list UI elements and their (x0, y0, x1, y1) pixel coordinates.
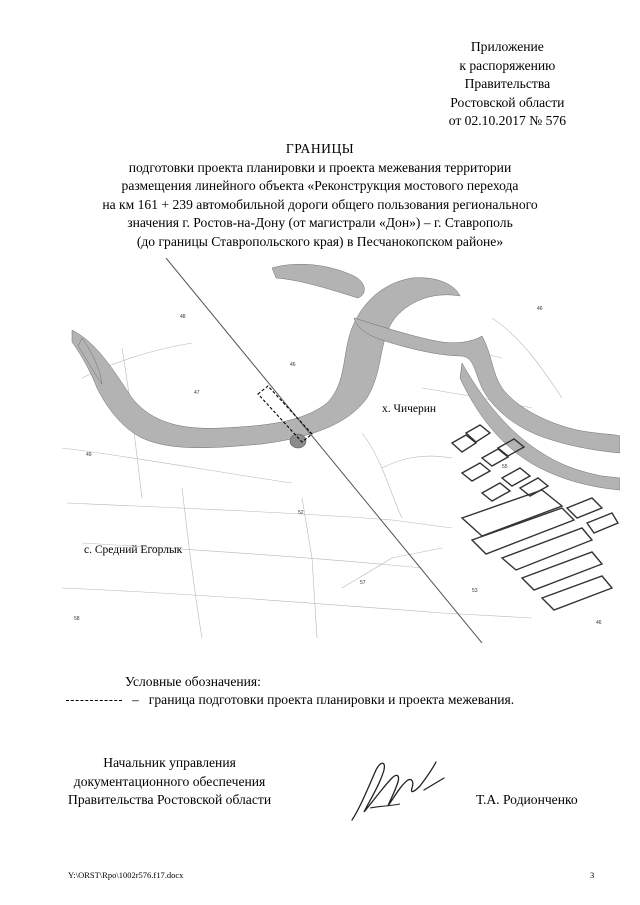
legend-title: Условные обозначения: (125, 674, 261, 689)
parcel-number: 53 (472, 588, 478, 594)
title-line: (до границы Ставропольского края) в Песчанокопском районе» (136, 233, 504, 249)
signatory-line: Начальник управления (103, 755, 236, 770)
title-line: подготовки проекта планировки и проекта межевания территории (128, 159, 512, 175)
parcel-number: 49 (86, 452, 92, 458)
dashed-line-symbol (66, 700, 122, 701)
footer-file-path: Y:\ORST\Rpo\1002r576.f17.docx (68, 870, 184, 880)
signatory-position (68, 754, 271, 810)
river (72, 264, 620, 490)
title-heading: ГРАНИЦЫ (285, 141, 355, 156)
appendix-line: Ростовской области (450, 94, 565, 110)
parcel-number: 58 (74, 616, 80, 622)
title-line: размещения линейного объекта «Реконструкция мостового перехода (121, 178, 519, 194)
legend-dash: – (132, 692, 139, 707)
legend-item (66, 692, 514, 708)
signatory-line: Правительства Ростовской области (68, 792, 272, 807)
appendix-line: Приложение (470, 39, 544, 54)
handwritten-signature (340, 748, 450, 828)
parcel-number: 57 (360, 580, 366, 586)
signatory-line: документационного обеспечения (73, 773, 266, 789)
appendix-date-line: от 02.10.2017 № 576 (448, 113, 566, 128)
boundary-map (62, 258, 620, 643)
parcel-number: 55 (502, 464, 508, 470)
document-title (0, 140, 640, 252)
parcel-number: 48 (180, 314, 186, 320)
title-line: на км 161 + 239 автомобильной дороги общего пользования регионального (102, 196, 538, 212)
title-line: значения г. Ростов-на-Дону (от магистрали «Дон») – г. Ставрополь (127, 215, 513, 231)
appendix-line: к распоряжению (459, 57, 556, 73)
appendix-line: Правительства (464, 76, 551, 91)
page-number: 3 (590, 870, 595, 880)
pond (290, 434, 306, 448)
parcel-number: 47 (194, 390, 200, 396)
label-chicherin: х. Чичерин (382, 403, 437, 415)
legend-item-text: граница подготовки проекта планировки и проекта межевания. (148, 692, 515, 707)
parcel-number: 46 (596, 620, 602, 626)
appendix-header (449, 38, 566, 131)
signer-name: Т.А. Родионченко (476, 792, 578, 807)
parcel-number: 52 (298, 510, 304, 516)
label-sredniy-egorlyk: с. Средний Егорлык (84, 544, 183, 556)
parcel-number: 46 (537, 306, 543, 312)
road-line (166, 258, 482, 643)
parcel-number: 46 (290, 362, 296, 368)
